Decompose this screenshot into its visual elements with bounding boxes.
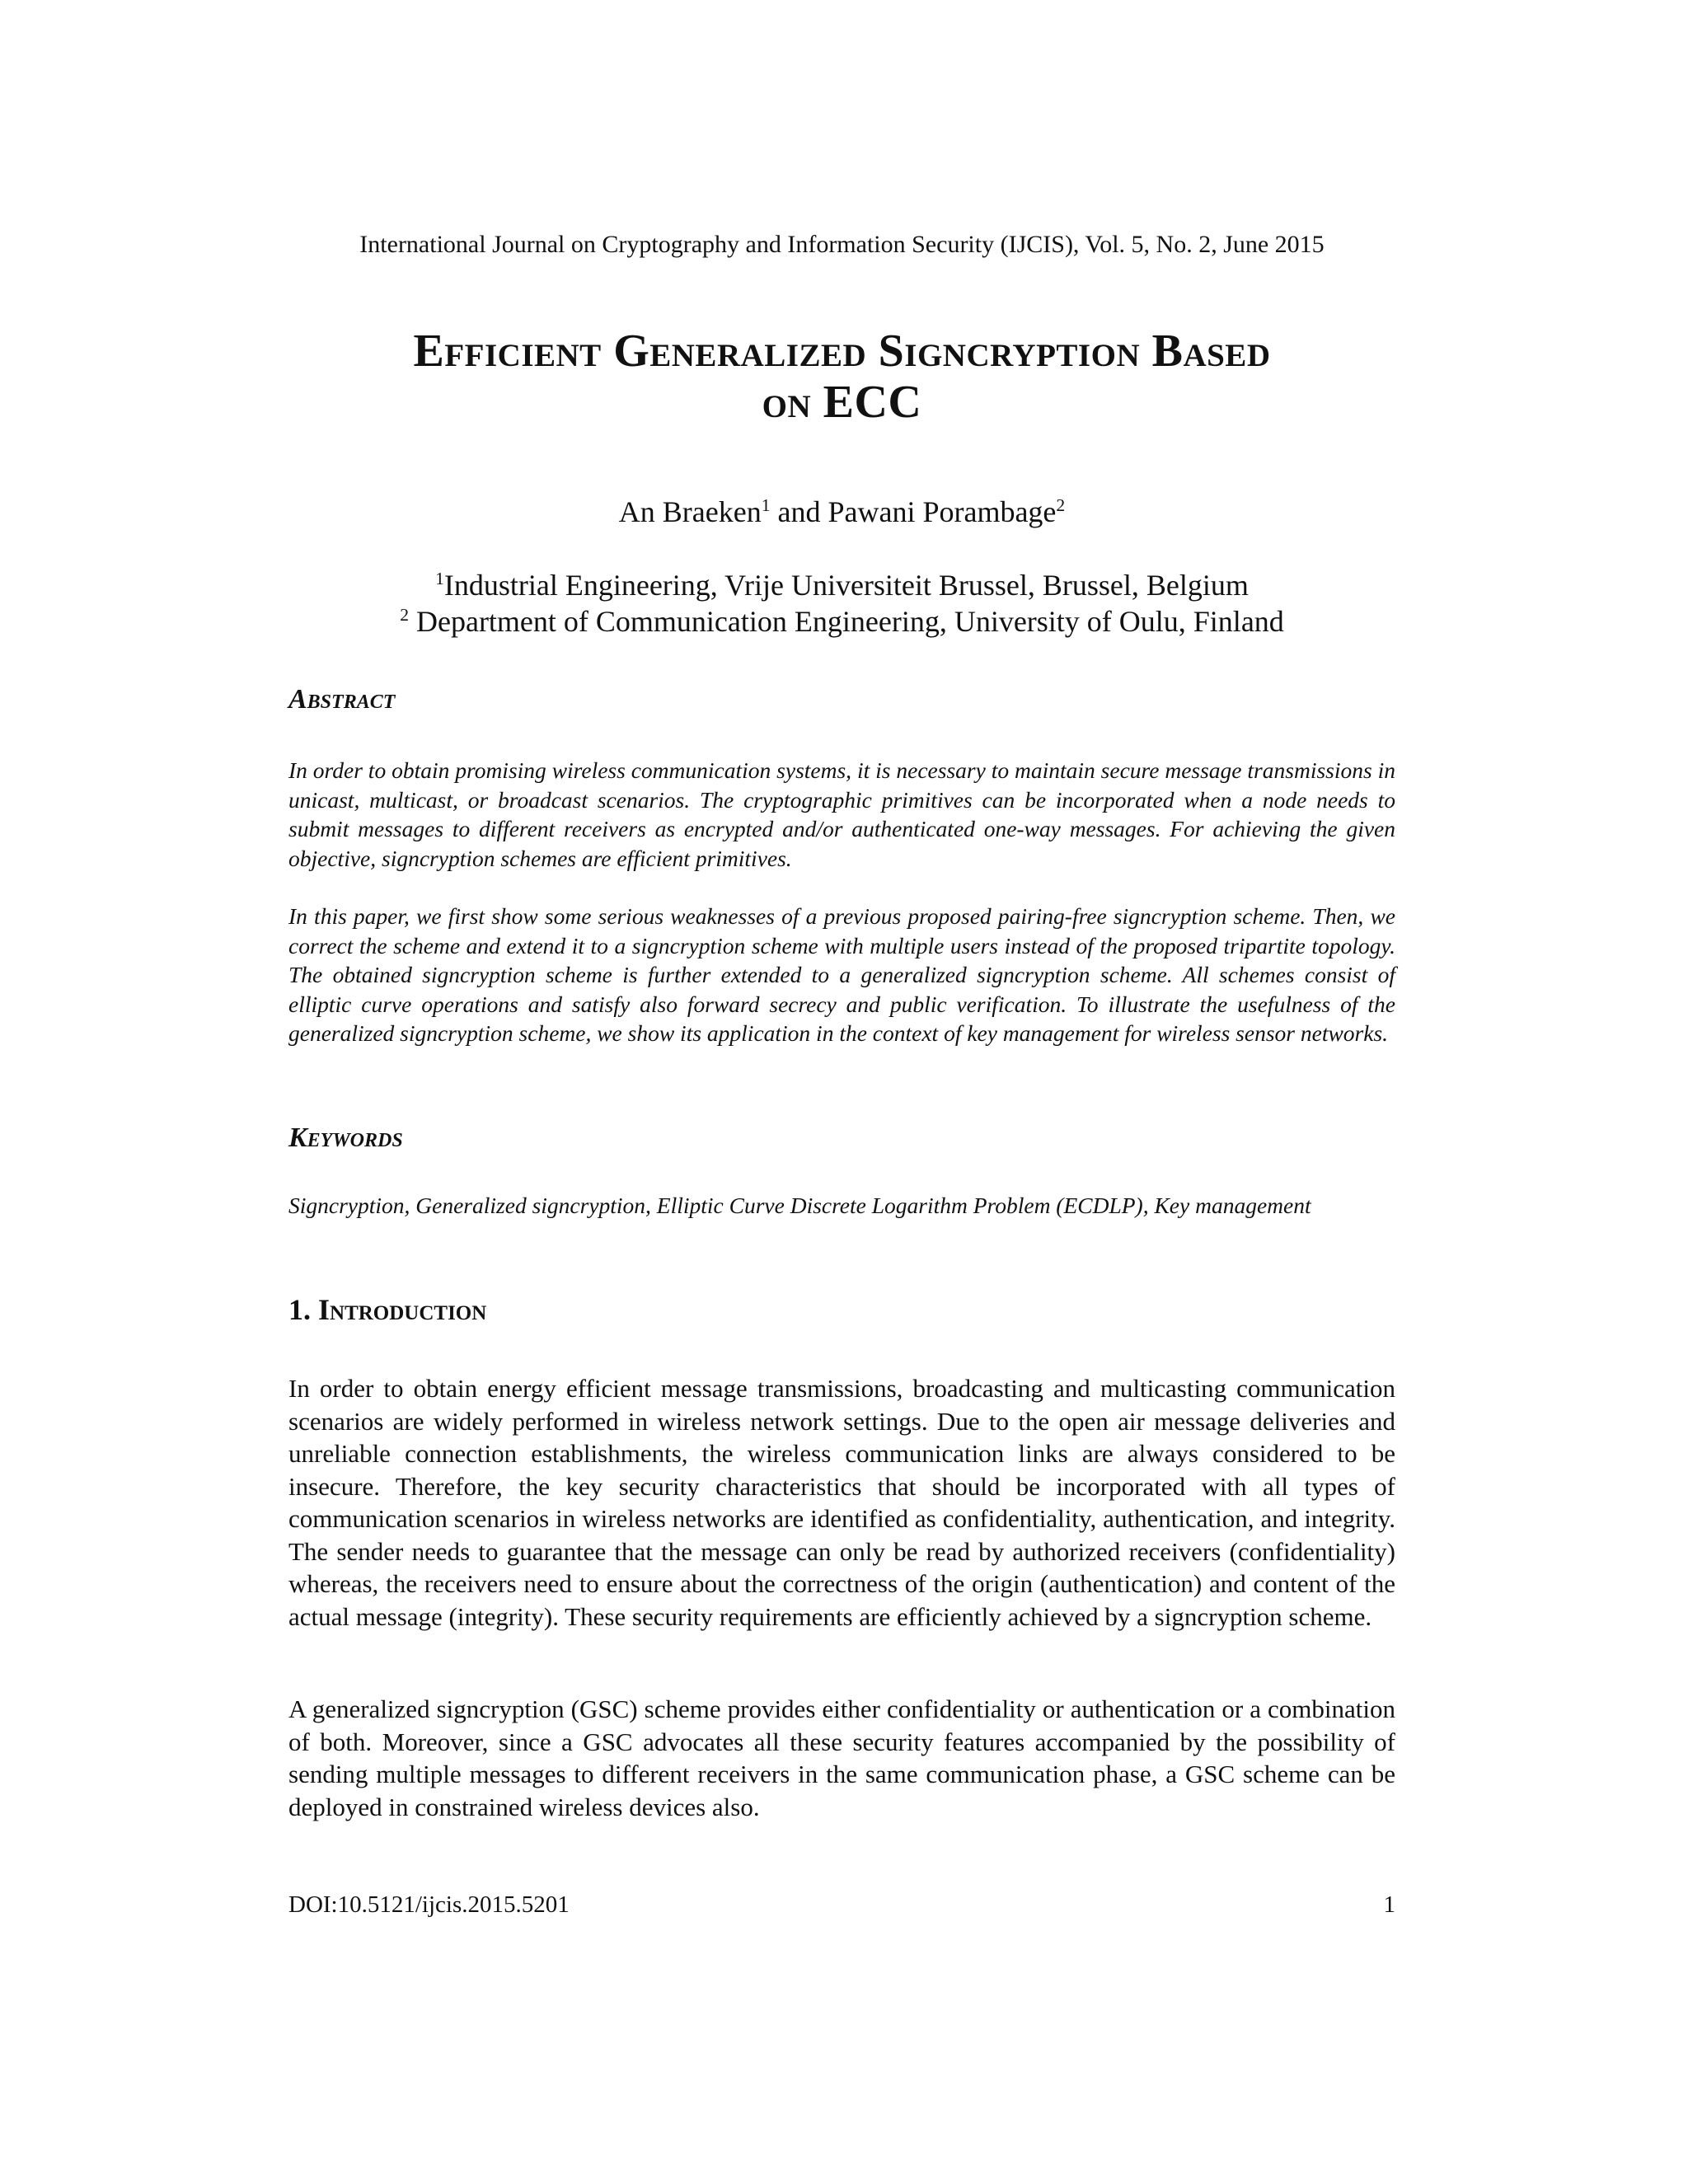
page-number: 1 <box>1383 1891 1395 1918</box>
keywords-heading: Keywords <box>288 1122 403 1153</box>
title-line-2: on ECC <box>762 377 922 428</box>
affiliation <box>288 567 1395 603</box>
affiliation-text: Industrial Engineering, Vrije Universiteit Brussel, Brussel, Belgium <box>443 569 1249 602</box>
affiliation-mark: 1 <box>435 569 444 588</box>
title-line-1: Efficient Generalized Signcryption Based <box>413 326 1271 377</box>
body-paragraph: In order to obtain energy efficient message transmissions, broadcasting and multicasting communication scenarios are widely performed in wireless network settings. Due to the open air message deliveries and unreliable connection establishments, the wireless communication links are always considered to be insecure. Therefore, the key security characteristics that should be incorporated with all types of communication scenarios in wireless networks are identified as confidentiality, authentication, and integrity. The sender needs to guarantee that the message can only be read by authorized receivers (confidentiality) whereas, the receivers need to ensure about the correctness of the origin (authentication) and content of the actual message (integrity). These security requirements are efficiently achieved by a signcryption scheme. <box>288 1374 1395 1631</box>
author-name: Pawani Porambage <box>828 495 1057 528</box>
abstract-paragraph: In this paper, we first show some serious weaknesses of a previous proposed pairing-free signcryption scheme. Then, we correct the scheme and extend it to a signcryption scheme with multiple users instead of the proposed tripartite topology. The obtained signcryption scheme is further extended to a generalized signcryption scheme. All schemes consist of elliptic curve operations and satisfy also forward secrecy and public verification. To illustrate the usefulness of the generalized signcryption scheme, we show its application in the context of key management for wireless sensor networks. <box>288 903 1395 1046</box>
author-conjunction: and <box>770 495 828 528</box>
journal-header: International Journal on Cryptography and Information Security (IJCIS), Vol. 5, No. 2, June 2015 <box>359 231 1325 258</box>
abstract-heading: Abstract <box>288 684 396 715</box>
affiliation <box>288 603 1395 640</box>
body-paragraph: A generalized signcryption (GSC) scheme provides either confidentiality or authentication or a combination of both. Moreover, since a GSC advocates all these security features accompanied by the possibility of sending multiple messages to different receivers in the same communication phase, a GSC scheme can be deployed in constrained wireless devices also. <box>288 1694 1395 1821</box>
paper-page <box>288 0 1395 2184</box>
author-affiliation-mark: 1 <box>761 495 771 515</box>
author-name: An Braeken <box>618 495 762 528</box>
affiliation-mark: 2 <box>400 605 409 625</box>
author-affiliation-mark: 2 <box>1056 495 1066 515</box>
keywords-text: Signcryption, Generalized signcryption, Elliptic Curve Discrete Logarithm Problem (ECDLP), Key management <box>288 1193 1311 1218</box>
affiliation-text: Department of Communication Engineering, University of Oulu, Finland <box>408 605 1284 638</box>
introduction-heading: 1. Introduction <box>288 1293 487 1326</box>
abstract-paragraph: In order to obtain promising wireless communication systems, it is necessary to maintain secure message transmissions in unicast, multicast, or broadcast scenarios. The cryptographic primitives can be incorporated when a node needs to submit messages to different receivers as encrypted and/or authenticated one-way messages. For achieving the given objective, signcryption schemes are efficient primitives. <box>288 757 1395 871</box>
paper-title <box>239 326 1445 428</box>
doi-footer: DOI:10.5121/ijcis.2015.5201 <box>288 1891 570 1918</box>
author-list <box>288 494 1395 529</box>
affiliation-list <box>288 567 1395 640</box>
